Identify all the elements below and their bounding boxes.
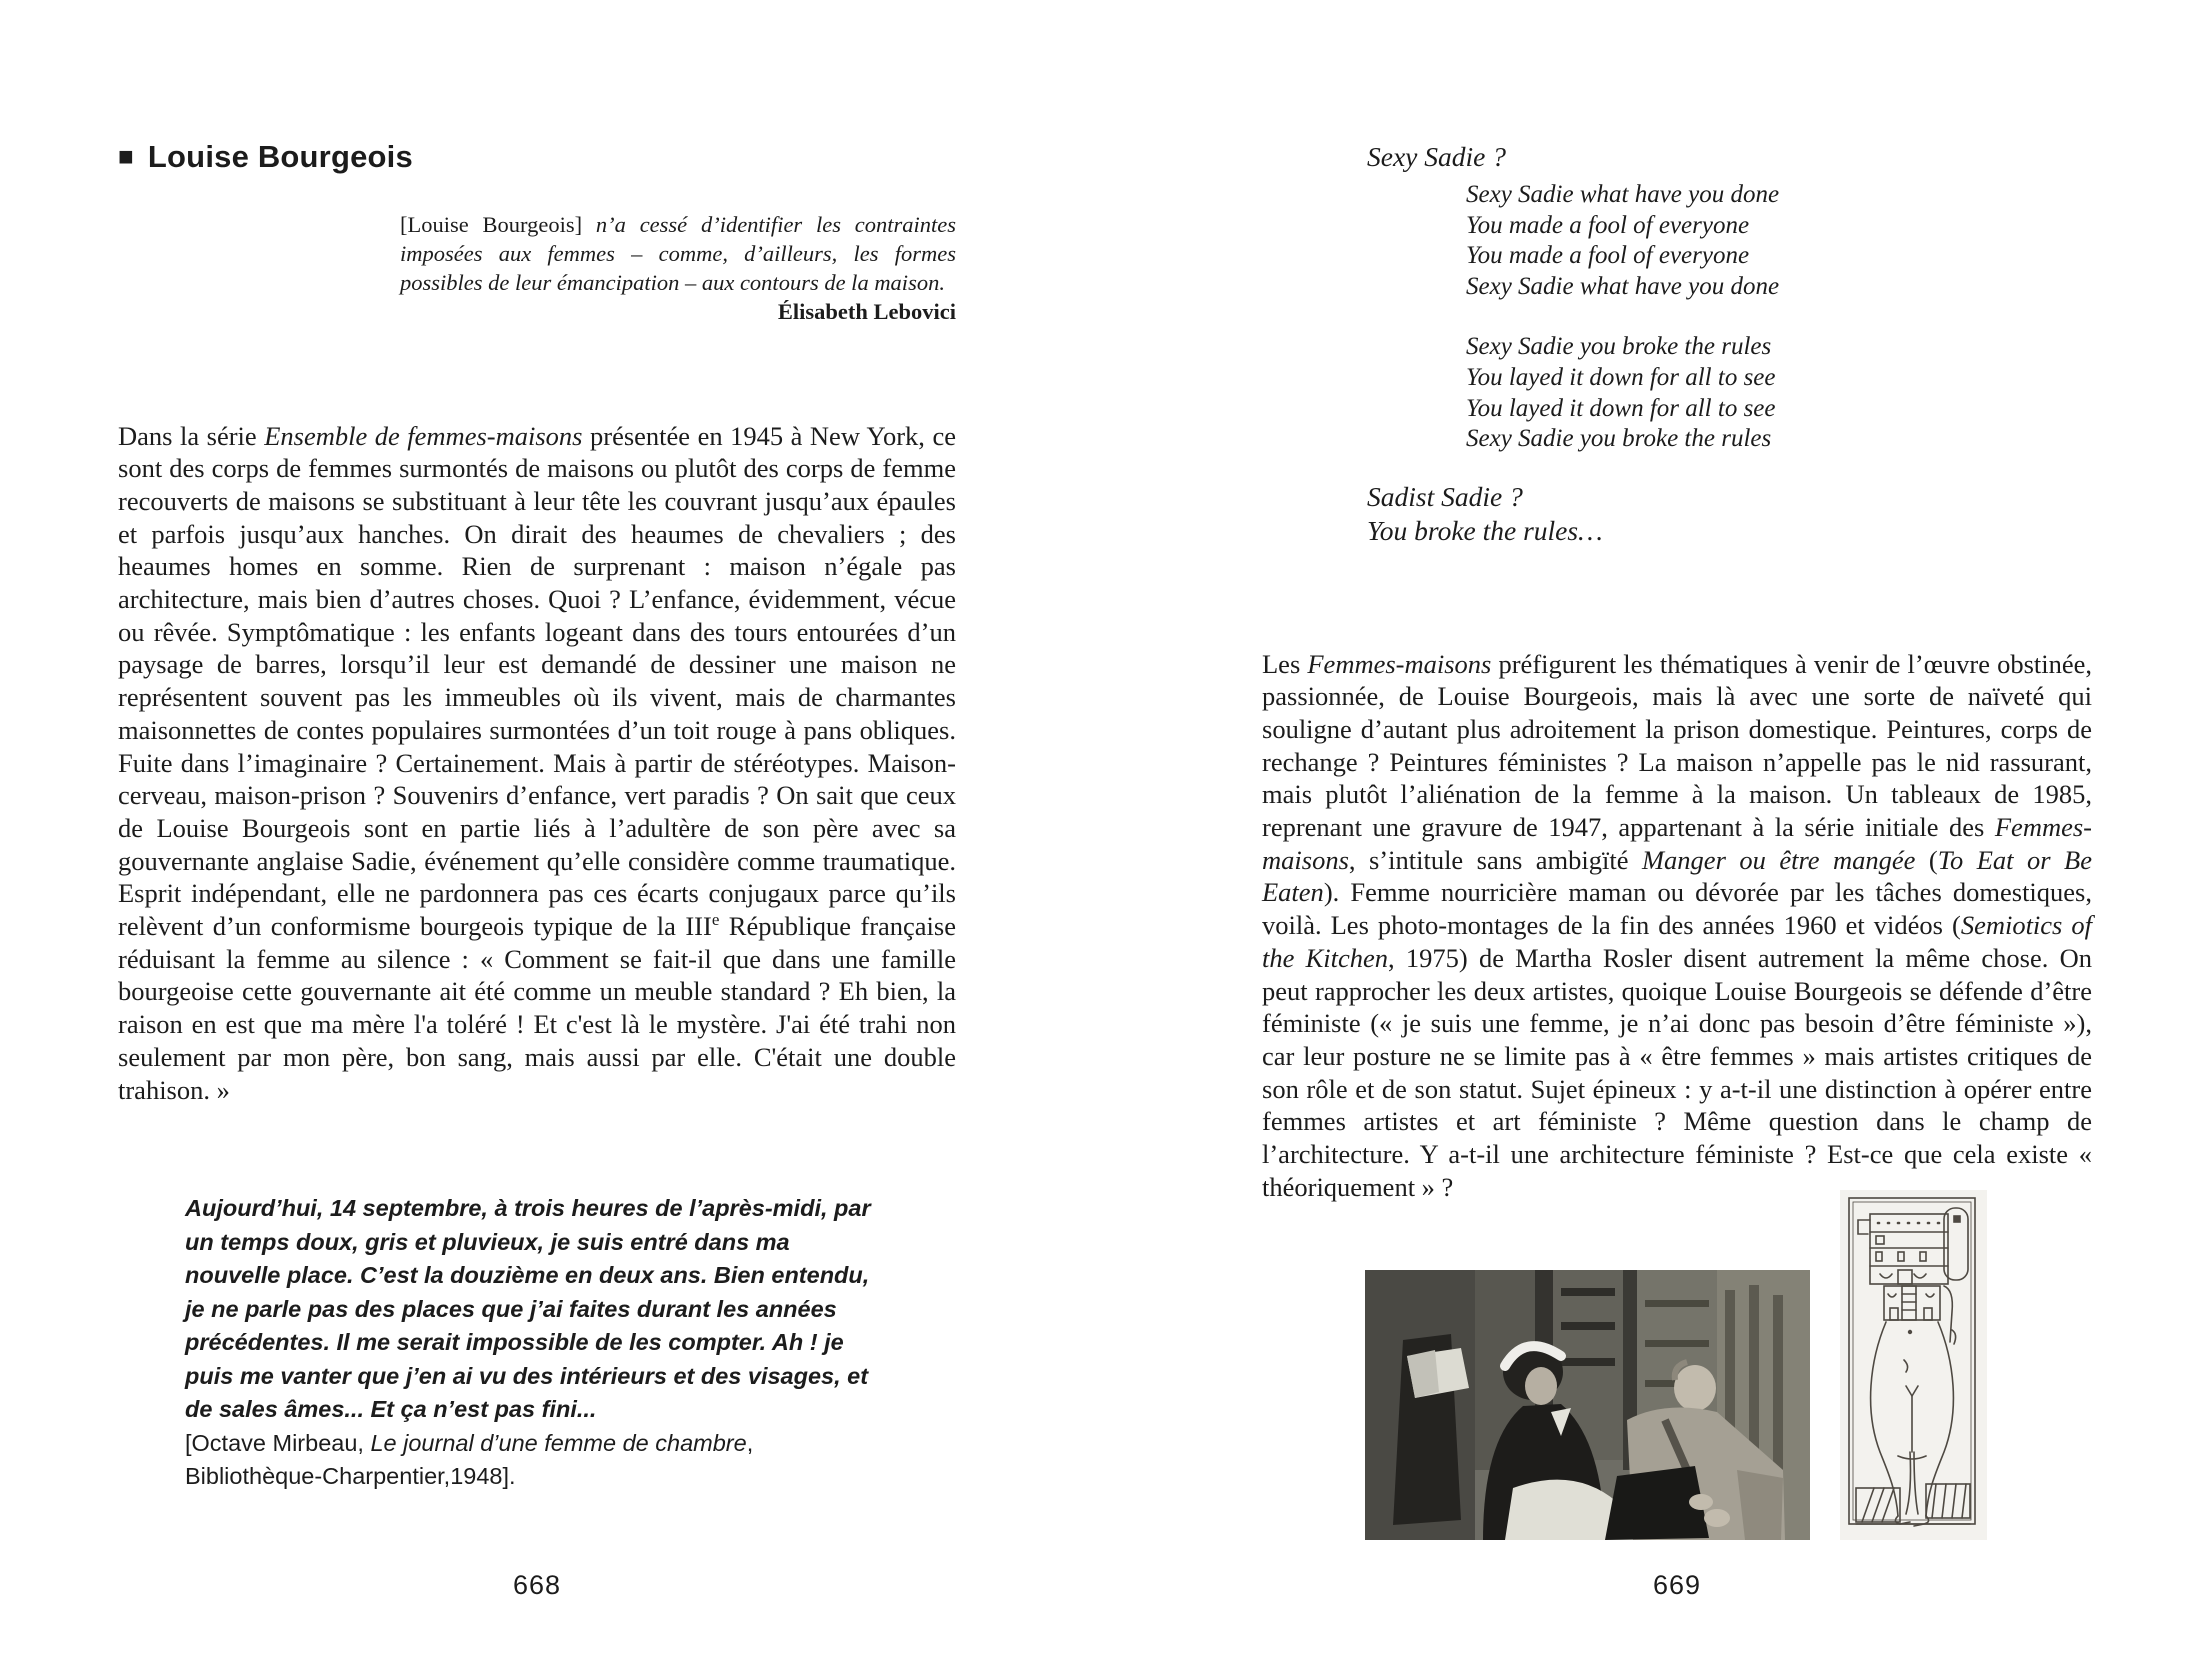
work-title-italic: To Eat or Be Eaten [1262, 844, 2092, 908]
work-title-italic: Femmes-maisons [1262, 812, 2092, 875]
mirbeau-quote-text: Aujourd’hui, 14 septembre, à trois heures de l’après-midi, par un temps doux, gris et pluvieux, je suis entré dans ma nouvelle place. C’est la douzième en deux ans. Bien entendu, je ne parle pas des places que j’ai faites durant les années précédentes. Il me serait impossible de les compter. Ah ! je puis me vanter que j’en ai vu des intérieurs et des visages, et de sales âmes... Et ça n’est pas fini... [185, 1195, 871, 1422]
lyric-line: You layed it down for all to see [1466, 394, 1776, 422]
text-run: ( [1915, 844, 1938, 875]
page-number-left: 668 [512, 1570, 562, 1600]
sadist-line: You broke the rules… [1367, 515, 1603, 546]
main-paragraph-right [1262, 648, 2092, 1204]
epigraph-attribution: Élisabeth Lebovici [777, 299, 956, 324]
femme-maison-illustration [1840, 1190, 1987, 1540]
song-heading: Sexy Sadie ? [1367, 140, 1506, 172]
work-title-italic: Femmes-maisons [1307, 648, 1492, 679]
text-run: préfigurent les thématiques à venir de l’œuvre obstinée, passionnée, de Louise Bourgeois, mais là avec une sorte de naïveté qui souligne d’autant plus adroitement la prison domestique. Peintures, corps de rechange ? Peintures féministes ? La maison n’appelle pas le nid rassurant, mais plutôt l’aliénation de la femme à la maison. Un tableaux de 1985, reprenant une gravure de 1947, appartenant à la série initiale des [1262, 648, 2093, 843]
ordinal-superscript: e [711, 910, 720, 930]
text-run: présentée en 1945 à New York, ce sont des corps de femmes surmontés de maisons ou plutôt des corps de femme recouverts de maisons se substituant à leur tête les couvrant jusqu’aux épaules et parfois jusqu’aux hanches. On dirait des heaumes de chevaliers ; des heaumes homes en somme. Rien de surprenant : maison n’égale pas architecture, mais bien d’autres choses. Quoi ? L’enfance, évidemment, vécue ou rêvée. Symptômatique : les enfants logeant dans des tours entourées d’un paysage de barres, lorsqu’il leur est demandé de dessiner une maison ne représentent souvent pas les immeubles où ils vivent, mais de charmantes maisonnettes de contes populaires surmontées d’un toit rouge à pans obliques. Fuite dans l’imaginaire ? Certainement. Mais à partir de stéréotypes. Maison-cerveau, maison-prison ? Souvenirs d’enfance, vert paradis ? On sait que ceux de Louise Bourgeois sont en partie liés à l’adultère de son père avec sa gouvernante anglaise Sadie, événement qu’elle considère comme traumatique. Esprit indépendant, elle ne pardonnera pas ces écarts conjugaux parce qu’ils relèvent d’un conformisme bourgeois typique de la III [118, 420, 956, 942]
chapter-heading-title: Louise Bourgeois [147, 138, 413, 174]
text-run: Dans la série [118, 420, 265, 451]
stanza-gap [1466, 302, 1779, 332]
work-title-italic: Semiotics of the Kitchen [1262, 910, 2092, 973]
chapter-heading [118, 139, 413, 175]
lyric-line: You made a fool of everyone [1466, 211, 1750, 239]
text-run: , 1975) de Martha Rosler disent autrement la même chose. On peut rapprocher les deux artistes, quoique Louise Bourgeois se défende d’être féministe (« je suis une femme, je n’ai donc pas besoin d’être féministe »), car leur posture ne se limite pas à « être femmes » mais artistes critiques de son rôle et de son statut. Sujet épineux : y a-t-il une distinction à opérer entre femmes artistes et art féministe ? Même question dans le champ de l’architecture. Y a-t-il une architecture féministe ? Est-ce que cela existe « théoriquement » ? [1262, 942, 2092, 1202]
lyric-line: Sexy Sadie what have you done [1466, 272, 1780, 300]
song-lyrics [1466, 180, 1779, 455]
section-square-icon: ■ [118, 140, 134, 171]
femme-maison-drawing [1840, 1190, 1987, 1540]
sadist-sadie-lines [1367, 480, 1603, 548]
film-still-photo [1365, 1270, 1810, 1540]
epigraph-prefix: [Louise Bourgeois] [400, 212, 596, 237]
film-still-illustration [1365, 1270, 1810, 1540]
work-title-italic: Ensemble de femmes-maisons [264, 420, 583, 451]
citation-title: Le journal d’une femme de chambre [370, 1429, 747, 1456]
mirbeau-citation [185, 1427, 885, 1494]
citation-suffix: , Bibliothèque-Charpentier,1948]. [185, 1429, 754, 1489]
text-run: Les [1262, 648, 1308, 679]
lyric-line: Sexy Sadie what have you done [1466, 181, 1780, 208]
lyric-line: You made a fool of everyone [1466, 242, 1750, 270]
citation-prefix: [Octave Mirbeau, [185, 1429, 371, 1456]
lyric-line: Sexy Sadie you broke the rules [1466, 333, 1772, 361]
text-run: ). Femme nourricière maman ou dévorée par les tâches domestiques, voilà. Les photo-montages de la fin des années 1960 et vidéos ( [1262, 877, 2092, 941]
text-run: , s’intitule sans ambigïté [1348, 844, 1642, 875]
work-title-italic: Manger ou être mangée [1641, 844, 1916, 875]
epigraph [400, 210, 956, 326]
text-run: République française réduisant la femme au silence : « Comment se fait-il que dans une famille bourgeoise cette gouvernante ait été comme un meuble standard ? Eh bien, la raison en est que ma mère l'a toléré ! Et c'est là le mystère. J'ai été trahi non seulement par mon père, bon sang, mais aussi par elle. C'était une double trahison. » [118, 911, 956, 1105]
epigraph-quote: n’a cessé d’identifier les contraintes imposées aux femmes – comme, d’ailleurs, les formes possibles de leur émancipation – aux contours de la maison. [400, 212, 956, 295]
main-paragraph-left [118, 420, 956, 1107]
lyric-line: You layed it down for all to see [1466, 363, 1776, 391]
lyric-line: Sexy Sadie you broke the rules [1466, 425, 1772, 453]
epigraph-text [400, 210, 956, 297]
mirbeau-quote-block [185, 1192, 885, 1494]
sadist-line: Sadist Sadie ? [1367, 481, 1523, 512]
page-number-right: 669 [1652, 1570, 1702, 1600]
